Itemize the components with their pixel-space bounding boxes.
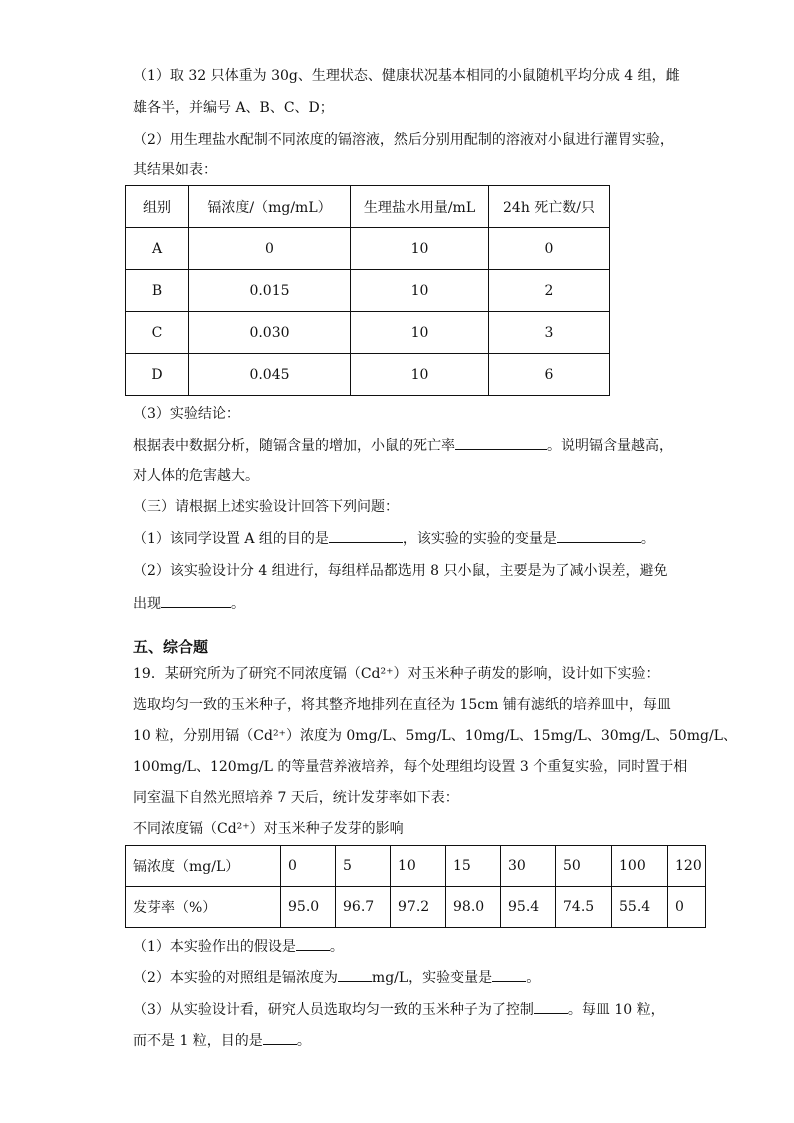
part3-question-2-line-2 (133, 593, 245, 614)
table-cell: 10 (351, 228, 489, 270)
conclusion-text: 。说明镉含量越高， (547, 438, 673, 454)
answer-blank[interactable] (296, 936, 330, 951)
question-text: （3）从实验设计看，研究人员选取均匀一致的玉米种子为了控制 (133, 1002, 534, 1018)
table-cell: 30 (501, 846, 556, 887)
question-text: 而不是 1 粒，目的是 (133, 1033, 263, 1049)
table-cell: 0 (668, 887, 706, 928)
conclusion-line-1 (133, 435, 673, 456)
section-heading: 五、综合题 (133, 638, 209, 656)
answer-blank[interactable] (263, 1030, 297, 1045)
part3-title: （三）请根据上述实验设计回答下列问题： (133, 499, 399, 515)
table-cell: 10 (351, 312, 489, 354)
question-text: ，该实验的实验的变量是 (402, 531, 557, 547)
answer-blank[interactable] (557, 528, 641, 543)
table-cell: D (126, 354, 189, 396)
question-text: （2）本实验的对照组是镉浓度为 (133, 970, 338, 986)
answer-blank[interactable] (534, 999, 568, 1014)
part3-question-1 (133, 528, 655, 549)
table-cell: C (126, 312, 189, 354)
table-cell: A (126, 228, 189, 270)
answer-blank[interactable] (338, 967, 372, 982)
problem-19-line-1: 19．某研究所为了研究不同浓度镉（Cd²⁺）对玉米种子萌发的影响，设计如下实验： (133, 666, 660, 682)
question-1 (133, 936, 344, 957)
table-cell: 100 (612, 846, 668, 887)
problem-19-line-5: 同室温下自然光照培养 7 天后，统计发芽率如下表： (133, 790, 459, 806)
table-cell: 95.4 (501, 887, 556, 928)
mouse-results-table (125, 185, 610, 396)
table-cell: 3 (489, 312, 610, 354)
answer-blank[interactable] (455, 435, 547, 450)
question-text: 。 (640, 531, 655, 547)
header-cell: 24h 死亡数/只 (489, 186, 610, 228)
question-text: 。 (526, 970, 541, 986)
question-text: 出现 (133, 596, 161, 612)
germination-table (125, 845, 706, 928)
part3-question-2-line-1: （2）该实验设计分 4 组进行，每组样品都选用 8 只小鼠，主要是为了减小误差，避免 (133, 563, 668, 579)
table-cell: 0.030 (189, 312, 351, 354)
table-cell: 0 (489, 228, 610, 270)
question-2 (133, 967, 540, 988)
table-header-row (126, 186, 610, 228)
table-cell: 0 (281, 846, 336, 887)
table-row (126, 846, 706, 887)
table-cell: 2 (489, 270, 610, 312)
table-cell: 97.2 (391, 887, 446, 928)
header-cell: 组别 (126, 186, 189, 228)
problem-19-line-2: 选取均匀一致的玉米种子，将其整齐地排列在直径为 15cm 铺有滤纸的培养皿中，每皿 (133, 697, 671, 713)
table-cell: 15 (446, 846, 501, 887)
table-cell: 6 (489, 354, 610, 396)
table-cell: 55.4 (612, 887, 668, 928)
step-2-line-2: 其结果如表： (133, 162, 217, 178)
question-text: 。 (296, 1033, 311, 1049)
table-row (126, 270, 610, 312)
conclusion-label: （3）实验结论： (133, 406, 240, 422)
question-3-line-2 (133, 1030, 311, 1051)
question-text: 。每皿 10 粒， (567, 1002, 665, 1018)
question-text: （1）该同学设置 A 组的目的是 (133, 531, 329, 547)
table-row (126, 354, 610, 396)
table-cell: 120 (668, 846, 706, 887)
table-row (126, 312, 610, 354)
table-cell: 10 (351, 270, 489, 312)
table-cell: 10 (391, 846, 446, 887)
table-row (126, 228, 610, 270)
table-cell: 0.045 (189, 354, 351, 396)
question-text: （1）本实验作出的假设是 (133, 939, 296, 955)
question-3-line-1 (133, 999, 665, 1020)
step-1-line-2: 雄各半，并编号 A、B、C、D； (133, 100, 334, 116)
row-label: 发芽率（%） (126, 887, 281, 928)
table-cell: 74.5 (556, 887, 612, 928)
conclusion-text: 根据表中数据分析，随镉含量的增加，小鼠的死亡率 (133, 438, 455, 454)
problem-19-line-4: 100mg/L、120mg/L 的等量营养液培养，每个处理组均设置 3 个重复实验，同时置于相 (133, 759, 688, 775)
answer-blank[interactable] (492, 967, 526, 982)
conclusion-line-2: 对人体的危害越大。 (133, 468, 259, 484)
table-cell: 0.015 (189, 270, 351, 312)
table-cell: 98.0 (446, 887, 501, 928)
answer-blank[interactable] (329, 528, 403, 543)
problem-19-line-3: 10 粒，分别用镉（Cd²⁺）浓度为 0mg/L、5mg/L、10mg/L、15mg/L、30mg/L、50mg/L、 (133, 728, 737, 744)
table-cell: 96.7 (336, 887, 391, 928)
table-cell: 95.0 (281, 887, 336, 928)
step-2-line-1: （2）用生理盐水配制不同浓度的镉溶液，然后分别用配制的溶液对小鼠进行灌胃实验， (133, 132, 674, 148)
question-text: 。 (329, 939, 344, 955)
table-cell: B (126, 270, 189, 312)
table-cell: 50 (556, 846, 612, 887)
table-cell: 0 (189, 228, 351, 270)
header-cell: 生理盐水用量/mL (351, 186, 489, 228)
header-cell: 镉浓度/（mg/mL） (189, 186, 351, 228)
table-row (126, 887, 706, 928)
row-label: 镉浓度（mg/L） (126, 846, 281, 887)
table-caption: 不同浓度镉（Cd²⁺）对玉米种子发芽的影响 (133, 821, 404, 837)
question-text: 。 (231, 596, 245, 612)
step-1-line-1: （1）取 32 只体重为 30g、生理状态、健康状况基本相同的小鼠随机平均分成 4 组，雌 (133, 68, 680, 84)
table-cell: 10 (351, 354, 489, 396)
table-cell: 5 (336, 846, 391, 887)
question-text: mg/L，实验变量是 (371, 970, 493, 986)
answer-blank[interactable] (161, 593, 231, 608)
